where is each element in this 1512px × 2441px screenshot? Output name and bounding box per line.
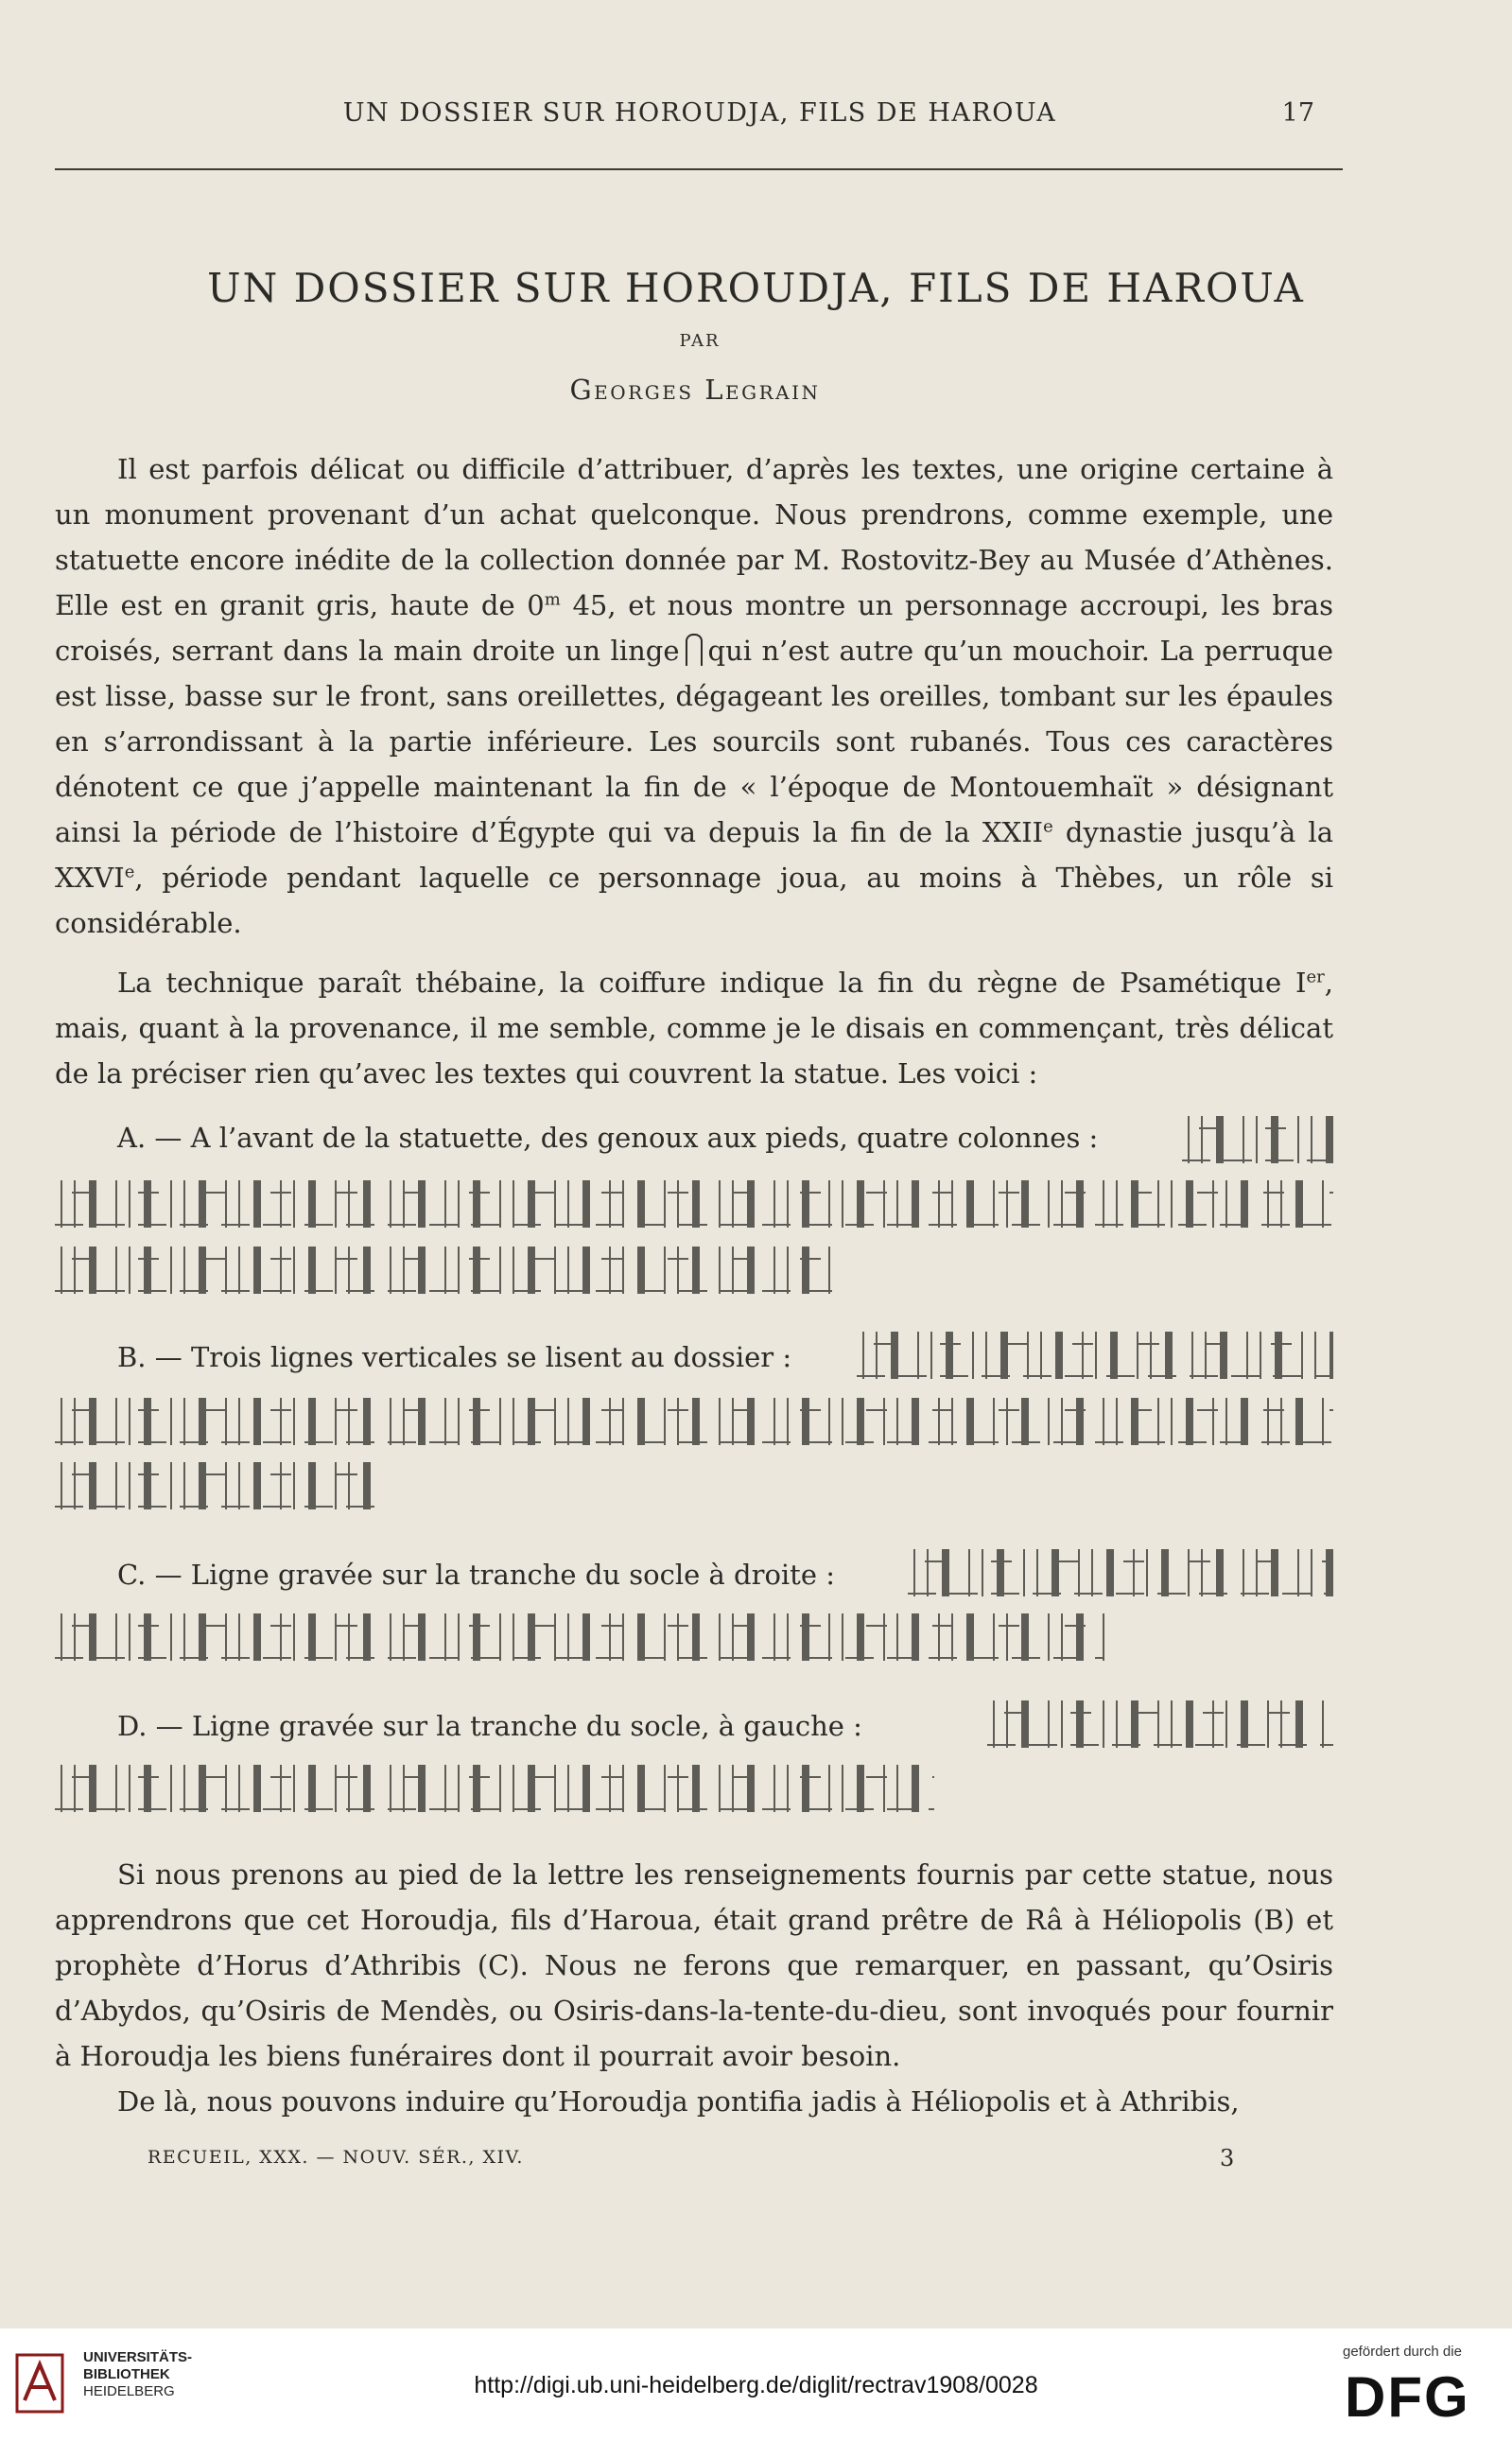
p1-text-3: qui n’est autre qu’un mouchoir. La perruque est lisse, basse sur le front, sans oreillettes, dégageant les oreilles, tombant sur les épaules en s’arrondissant à la partie inférieure. Les sourcils sont rubanés. Tous ces caractères dénotent ce que j’appelle maintenant la fin de « l’époque de Montouemhaït » désignant ainsi la période de l’histoire d’Égypte qui va depuis la fin de la XXII: [55, 635, 1333, 848]
hieroglyph-icon: [55, 1398, 1333, 1445]
p1-text: Il est parfois délicat ou difficile d’attribuer, d’après les textes, une origine certaine à un monument provenant d’un achat quelconque. Nous prendrons, comme exemple, une statuette encore inédite de la collection donnée par M. Rostovitz-Bey au Musée d’Athènes. Elle est en granit gris, haute de 0: [55, 453, 1333, 621]
inscription-c-label: C. — Ligne gravée sur la tranche du socle à droite :: [117, 1559, 835, 1591]
inscription-d-label: D. — Ligne gravée sur la tranche du socle, à gauche :: [117, 1710, 862, 1742]
hieroglyph-icon: [857, 1332, 1333, 1379]
article-title: UN DOSSIER SUR HOROUDJA, FILS DE HAROUA: [207, 265, 1305, 311]
hieroglyph-icon: [987, 1700, 1333, 1748]
hieroglyph-icon: [55, 1247, 840, 1294]
p2-text-2: , mais, quant à la provenance, il me semble, comme je le disais en commençant, très délicat de la préciser rien qu’avec les textes qui couvrent la statue. Les voici :: [55, 967, 1333, 1090]
journal-footer: RECUEIL, XXX. — NOUV. SÉR., XIV.: [148, 2147, 524, 2168]
signature-mark: 3: [1220, 2145, 1235, 2171]
byline-par: PAR: [679, 331, 721, 351]
dfg-logo: DFG: [1345, 2365, 1470, 2429]
page-number: 17: [1281, 98, 1314, 128]
p1-sup: m: [544, 589, 561, 610]
p4-text: De là, nous pouvons induire qu’Horoudja pontifia jadis à Héliopolis et à Athribis,: [117, 2085, 1240, 2118]
p1-text-4: dynastie jusqu’à la XXVI: [55, 816, 1333, 894]
header-rule: [55, 168, 1343, 170]
hieroglyph-icon: [55, 1765, 934, 1812]
source-url-link[interactable]: http://digi.ub.uni-heidelberg.de/diglit/rectrav1908/0028: [474, 2372, 1038, 2398]
p2-text: La technique paraît thébaine, la coiffure indique la fin du règne de Psamétique I: [117, 967, 1307, 999]
p1-text-2: 45, et nous montre un personnage accroupi, les bras croisés, serrant dans la main droite un linge: [55, 589, 1333, 667]
funding-note: gefördert durch die: [1343, 2344, 1462, 2360]
hieroglyph-icon: [55, 1462, 386, 1509]
paragraph-2: [55, 960, 1333, 1096]
institution-line-2: BIBLIOTHEK: [83, 2366, 170, 2382]
author-name: Georges Legrain: [569, 374, 821, 406]
hieroglyph-icon: [55, 1613, 1104, 1661]
p2-sup: er: [1306, 967, 1325, 987]
p1-text-5: , période pendant laquelle ce personnage joua, au moins à Thèbes, un rôle si considérable.: [55, 862, 1333, 939]
linen-glyph-icon: [686, 634, 703, 666]
hieroglyph-icon: [1182, 1116, 1333, 1163]
paragraph-1: [55, 446, 1333, 946]
institution-line-1: UNIVERSITÄTS-: [83, 2349, 193, 2365]
p1-sup-2: e: [1043, 816, 1053, 837]
running-title: UN DOSSIER SUR HOROUDJA, FILS DE HAROUA: [342, 98, 1057, 128]
hieroglyph-icon: [908, 1549, 1333, 1596]
paragraph-3: [55, 1852, 1333, 2124]
running-head: [57, 95, 1343, 132]
institution-line-3: HEIDELBERG: [83, 2383, 175, 2399]
p1-sup-3: e: [124, 862, 135, 882]
inscription-a-label: A. — A l’avant de la statuette, des genoux aux pieds, quatre colonnes :: [117, 1122, 1099, 1154]
hieroglyph-icon: [55, 1180, 1333, 1228]
inscription-b-label: B. — Trois lignes verticales se lisent au dossier :: [117, 1341, 792, 1373]
p3-text: Si nous prenons au pied de la lettre les renseignements fournis par cette statue, nous apprendrons que cet Horoudja, fils d’Haroua, était grand prêtre de Râ à Héliopolis (B) et prophète d’Horus d’Athribis (C). Nous ne ferons que remarquer, en passant, qu’Osiris d’Abydos, qu’Osiris de Mendès, ou Osiris-dans-la-tente-du-dieu, sont invoqués pour fournir à Horoudja les biens funéraires dont il pourrait avoir besoin.: [55, 1858, 1333, 2072]
